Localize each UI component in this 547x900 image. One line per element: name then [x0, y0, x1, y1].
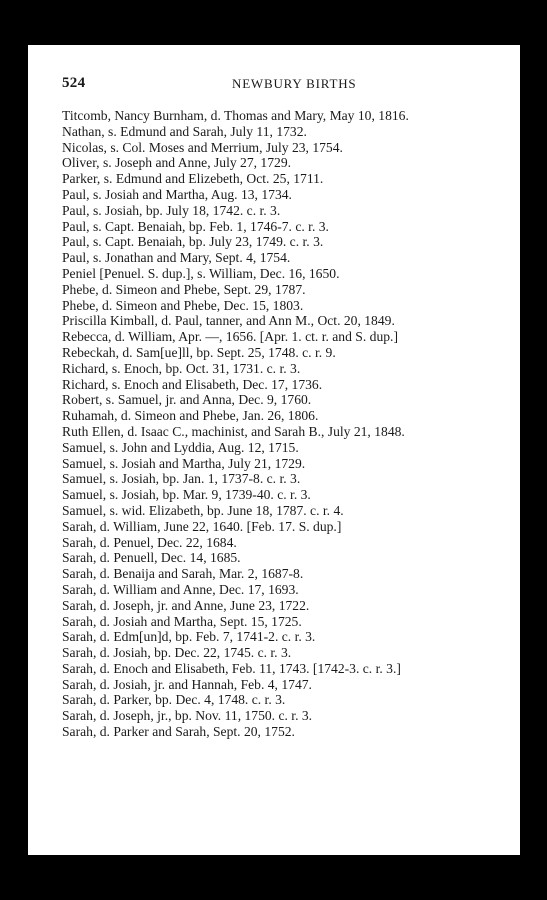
birth-record-list [62, 108, 480, 740]
birth-entry: Phebe, d. Simeon and Phebe, Dec. 15, 1803. [62, 297, 304, 313]
birth-entry: Parker, s. Edmund and Elizebeth, Oct. 25, 1711. [62, 171, 324, 187]
birth-entry: Sarah, d. Josiah, bp. Dec. 22, 1745. c. r. 3. [62, 645, 292, 661]
birth-entry: Richard, s. Enoch and Elisabeth, Dec. 17, 1736. [62, 376, 323, 392]
birth-entry: Phebe, d. Simeon and Phebe, Sept. 29, 1787. [62, 281, 306, 297]
birth-entry: Sarah, d. Enoch and Elisabeth, Feb. 11, 1743. [1742-3. c. r. 3.] [62, 660, 401, 676]
page-header [62, 75, 492, 95]
birth-entry: Samuel, s. wid. Elizabeth, bp. June 18, 1787. c. r. 4. [62, 502, 344, 518]
birth-entry: Oliver, s. Joseph and Anne, July 27, 1729. [62, 155, 292, 171]
birth-entry: Nathan, s. Edmund and Sarah, July 11, 1732. [62, 123, 307, 139]
document-page [28, 45, 520, 855]
birth-entry: Rebecca, d. William, Apr. —, 1656. [Apr. 1. ct. r. and S. dup.] [62, 329, 398, 345]
birth-entry: Peniel [Penuel. S. dup.], s. William, Dec. 16, 1650. [62, 265, 340, 281]
birth-entry: Samuel, s. Josiah and Martha, July 21, 1729. [62, 455, 306, 471]
running-title: NEWBURY BIRTHS [232, 76, 357, 91]
birth-entry: Sarah, d. William, June 22, 1640. [Feb. 17. S. dup.] [62, 518, 342, 534]
birth-entry: Sarah, d. Parker, bp. Dec. 4, 1748. c. r. 3. [62, 692, 286, 708]
birth-entry: Sarah, d. Edm[un]d, bp. Feb. 7, 1741-2. c. r. 3. [62, 629, 316, 645]
birth-entry: Sarah, d. Parker and Sarah, Sept. 20, 1752. [62, 724, 295, 740]
birth-entry: Priscilla Kimball, d. Paul, tanner, and Ann M., Oct. 20, 1849. [62, 313, 395, 329]
birth-entry: Sarah, d. Joseph, jr., bp. Nov. 11, 1750. c. r. 3. [62, 708, 313, 724]
birth-entry: Sarah, d. Penuel, Dec. 22, 1684. [62, 534, 237, 550]
birth-entry: Nicolas, s. Col. Moses and Merrium, July 23, 1754. [62, 139, 343, 155]
birth-entry: Paul, s. Capt. Benaiah, bp. July 23, 1749. c. r. 3. [62, 234, 324, 250]
birth-entry: Sarah, d. Josiah, jr. and Hannah, Feb. 4, 1747. [62, 676, 312, 692]
page-number: 524 [62, 75, 86, 91]
birth-entry: Richard, s. Enoch, bp. Oct. 31, 1731. c. r. 3. [62, 360, 301, 376]
birth-entry: Paul, s. Jonathan and Mary, Sept. 4, 1754. [62, 250, 291, 266]
birth-entry: Robert, s. Samuel, jr. and Anna, Dec. 9, 1760. [62, 392, 312, 408]
birth-entry: Paul, s. Capt. Benaiah, bp. Feb. 1, 1746-7. c. r. 3. [62, 218, 329, 234]
birth-entry: Sarah, d. William and Anne, Dec. 17, 1693. [62, 581, 299, 597]
birth-entry: Paul, s. Josiah, bp. July 18, 1742. c. r. 3. [62, 202, 281, 218]
birth-entry: Sarah, d. Penuell, Dec. 14, 1685. [62, 550, 241, 566]
birth-entry: Sarah, d. Josiah and Martha, Sept. 15, 1725. [62, 613, 302, 629]
birth-entry: Titcomb, Nancy Burnham, d. Thomas and Mary, May 10, 1816. [62, 108, 409, 123]
birth-entry: Samuel, s. Josiah, bp. Mar. 9, 1739-40. c. r. 3. [62, 487, 311, 503]
birth-entry: Sarah, d. Benaija and Sarah, Mar. 2, 1687-8. [62, 566, 304, 582]
birth-entry: Samuel, s. John and Lyddia, Aug. 12, 1715. [62, 439, 299, 455]
birth-entry: Ruth Ellen, d. Isaac C., machinist, and Sarah B., July 21, 1848. [62, 423, 405, 439]
birth-entry: Paul, s. Josiah and Martha, Aug. 13, 1734. [62, 186, 292, 202]
birth-entry: Ruhamah, d. Simeon and Phebe, Jan. 26, 1806. [62, 408, 319, 424]
birth-entry: Sarah, d. Joseph, jr. and Anne, June 23, 1722. [62, 597, 310, 613]
birth-entry: Samuel, s. Josiah, bp. Jan. 1, 1737-8. c. r. 3. [62, 471, 301, 487]
birth-entry: Rebeckah, d. Sam[ue]ll, bp. Sept. 25, 1748. c. r. 9. [62, 344, 336, 360]
